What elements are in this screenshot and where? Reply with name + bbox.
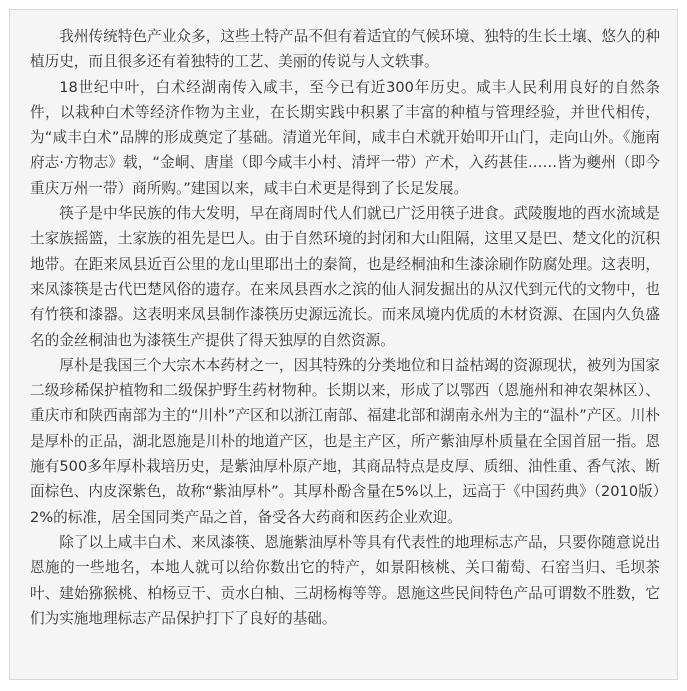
article-frame [9, 9, 678, 680]
paragraph-xianfeng-baizhu: 18世纪中叶，白术经湖南传入咸丰，至今已有近300年历史。咸丰人民利用良好的自然条件，以栽种白术等经济作物为主业，在长期实践中积累了丰富的种植与管理经验，并世代相传，为“咸丰白术”品牌的形成奠定了基础。清道光年间，咸丰白术就开始叩开山门，走向山外。《施南府志·方物志》载，“金峒、唐崖（即今咸丰小村、清坪一带）产术，入药甚佳……皆为夔州（即今重庆万州一带）商所购。”建国以来，咸丰白术更是得到了长足发展。 [30, 78, 660, 197]
paragraph-intro: 我州传统特色产业众多，这些土特产品不但有着适宜的气候环境、独特的生长土壤、悠久的种植历史，而且很多还有着独特的工艺、美丽的传说与人文轶事。 [30, 28, 660, 71]
paragraph-laifeng-chopsticks: 筷子是中华民族的伟大发明，早在商周时代人们就已广泛用筷子进食。武陵腹地的酉水流域是土家族摇篮，土家族的祖先是巴人。由于自然环境的封闭和大山阻隔，这里又是巴、楚文化的沉积地带。在距来凤县近百公里的龙山里耶出土的秦简，也是经桐油和生漆涂刷作防腐处理。这表明，来凤漆筷是古代巴楚风俗的遗存。在来凤县酉水之滨的仙人洞发掘出的从汉代到元代的文物中，也有竹筷和漆器。这表明来凤县制作漆筷历史源远流长。而来凤境内优质的木材资源、在国内久负盛名的金丝桐油也为漆筷生产提供了得天独厚的自然资源。 [30, 205, 660, 349]
paragraph-enshi-houpo: 厚朴是我国三个大宗木本药材之一，因其特殊的分类地位和日益枯竭的资源现状，被列为国家二级珍稀保护植物和二级保护野生药材物种。长期以来，形成了以鄂西（恩施州和神农架林区）、重庆市和陕西南部为主的“川朴”产区和以浙江南部、福建北部和湖南永州为主的“温朴”产区。川朴是厚朴的正品，湖北恩施是川朴的地道产区，也是主产区，所产紫油厚朴质量在全国首屈一指。恩施有500多年厚朴栽培历史，是紫油厚朴原产地，其商品特点是皮厚、质细、油性重、香气浓、断面棕色、内皮深紫色，故称“紫油厚朴”。其厚朴酚含量在5%以上，远高于《中国药典》（2010版）2%的标准，居全国同类产品之首，备受各大药商和医药企业欢迎。 [30, 356, 660, 526]
paragraph-other-products: 除了以上咸丰白术、来凤漆筷、恩施紫油厚朴等具有代表性的地理标志产品，只要你随意说出恩施的一些地名，本地人就可以给你数出它的特产，如景阳核桃、关口葡萄、石窑当归、毛坝茶叶、建始猕猴桃、柏杨豆干、贡水白柚、三胡杨梅等等。恩施这些民间特色产品可谓数不胜数，它们为实施地理标志产品保护打下了良好的基础。 [30, 533, 660, 627]
